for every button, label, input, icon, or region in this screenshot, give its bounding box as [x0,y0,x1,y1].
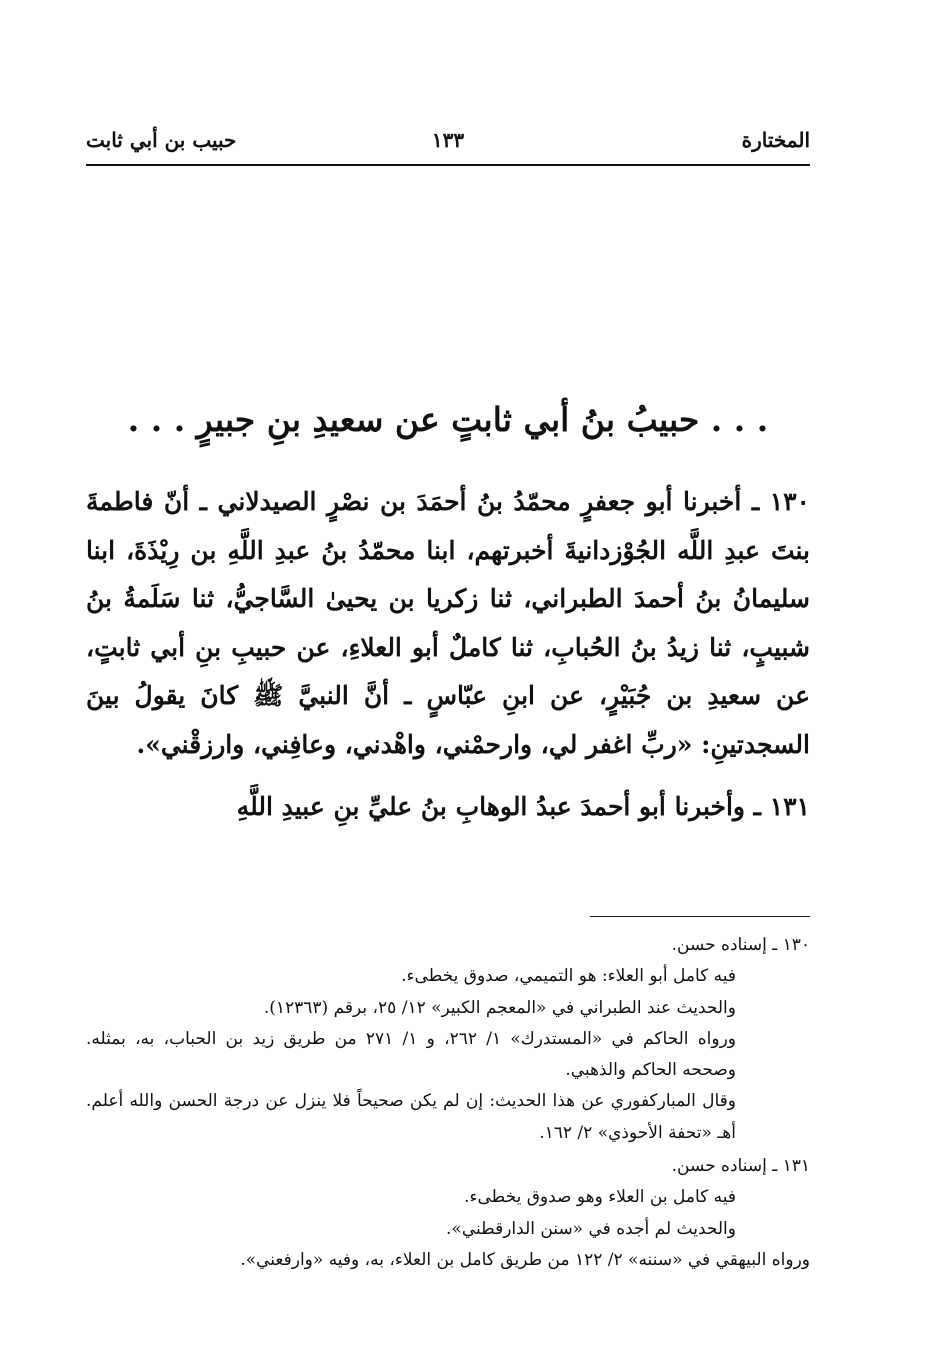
footnote-line: والحديث لم أجده في «سنن الدارقطني». [446,1218,736,1239]
header-chapter-name: حبيب بن أبي ثابت [86,128,237,152]
footnote-line: ورواه البيهقي في «سننه» ٢/ ١٢٢ من طريق كامل بن العلاء، به، وفيه «وارفعني». [240,1249,810,1270]
footnote-130 [86,930,810,1149]
header-book-title: المختارة [741,128,810,152]
footnote-line: فيه كامل بن العلاء وهو صدوق يخطىء. [464,1187,736,1208]
footnote-line: ورواه الحاكم في «المستدرك» ١/ ٢٦٢، و ١/ ٢٧١ من طريق زيد بن الحباب، به، بمثله. وصححه الحاكم والذهبي. [86,1028,736,1081]
chapter-title: . . . حبيبُ بنُ أبي ثابتٍ عن سعيدِ بنِ جبيرٍ . . . [127,400,769,439]
running-header [86,128,810,162]
footnote-line: فيه كامل أبو العلاء: هو التميمي، صدوق يخطىء. [401,966,736,987]
hadith-131: ١٣١ ـ وأخبرنا أبو أحمدَ عبدُ الوهابِ بنُ عليِّ بنِ عبيدِ اللَّهِ [236,792,810,821]
footnote-line: والحديث عند الطبراني في «المعجم الكبير» ١٢/ ٢٥، برقم (١٢٣٦٣). [263,997,736,1018]
footnotes [86,930,810,1276]
header-rule [86,164,810,166]
hadith-130: ١٣٠ ـ أخبرنا أبو جعفرٍ محمّدُ بنُ أحمَدَ بن نصْرٍ الصيدلاني ـ أنّ فاطمةَ بنتَ عبدِ اللَّه الجُوْزدانيةَ أخبرتهم، ابنا محمّدُ بنُ عبدِ اللَّهِ بن رِيْذَةَ، ابنا سليمانُ بنُ أحمدَ الطبراني، ثنا زكريا بن يحيىٰ السَّاجيُّ، ثنا سَلَمةُ بنُ شبيبٍ، ثنا زيدُ بنُ الحُبابِ، ثنا كاملٌ أبو العلاءِ، عن حبيبِ بنِ أبي ثابتٍ، عن سعيدِ بن جُبَيْرٍ، عن ابنِ عبّاسٍ ـ أنَّ النبيَّ ﷺ كانَ يقولُ بينَ السجدتينِ: «ربِّ اغفر لي، وارحمْني، واهْدني، وعافِني، وارزقْني». [86,487,810,759]
footnote-head: ١٣٠ ـ إسناده حسن. [671,935,810,955]
page-number: ١٣٣ [431,128,465,152]
footnote-131 [86,1151,810,1276]
footnote-head: ١٣١ ـ إسناده حسن. [671,1156,810,1177]
main-text [86,478,810,832]
footnote-line: وقال المباركفوري عن هذا الحديث: إن لم يكن صحيحاً فلا ينزل عن درجة الحسن والله أعلم. أهـ «تحفة الأحوذي» ٢/ ١٦٢. [86,1091,736,1143]
footnote-rule [590,916,810,917]
